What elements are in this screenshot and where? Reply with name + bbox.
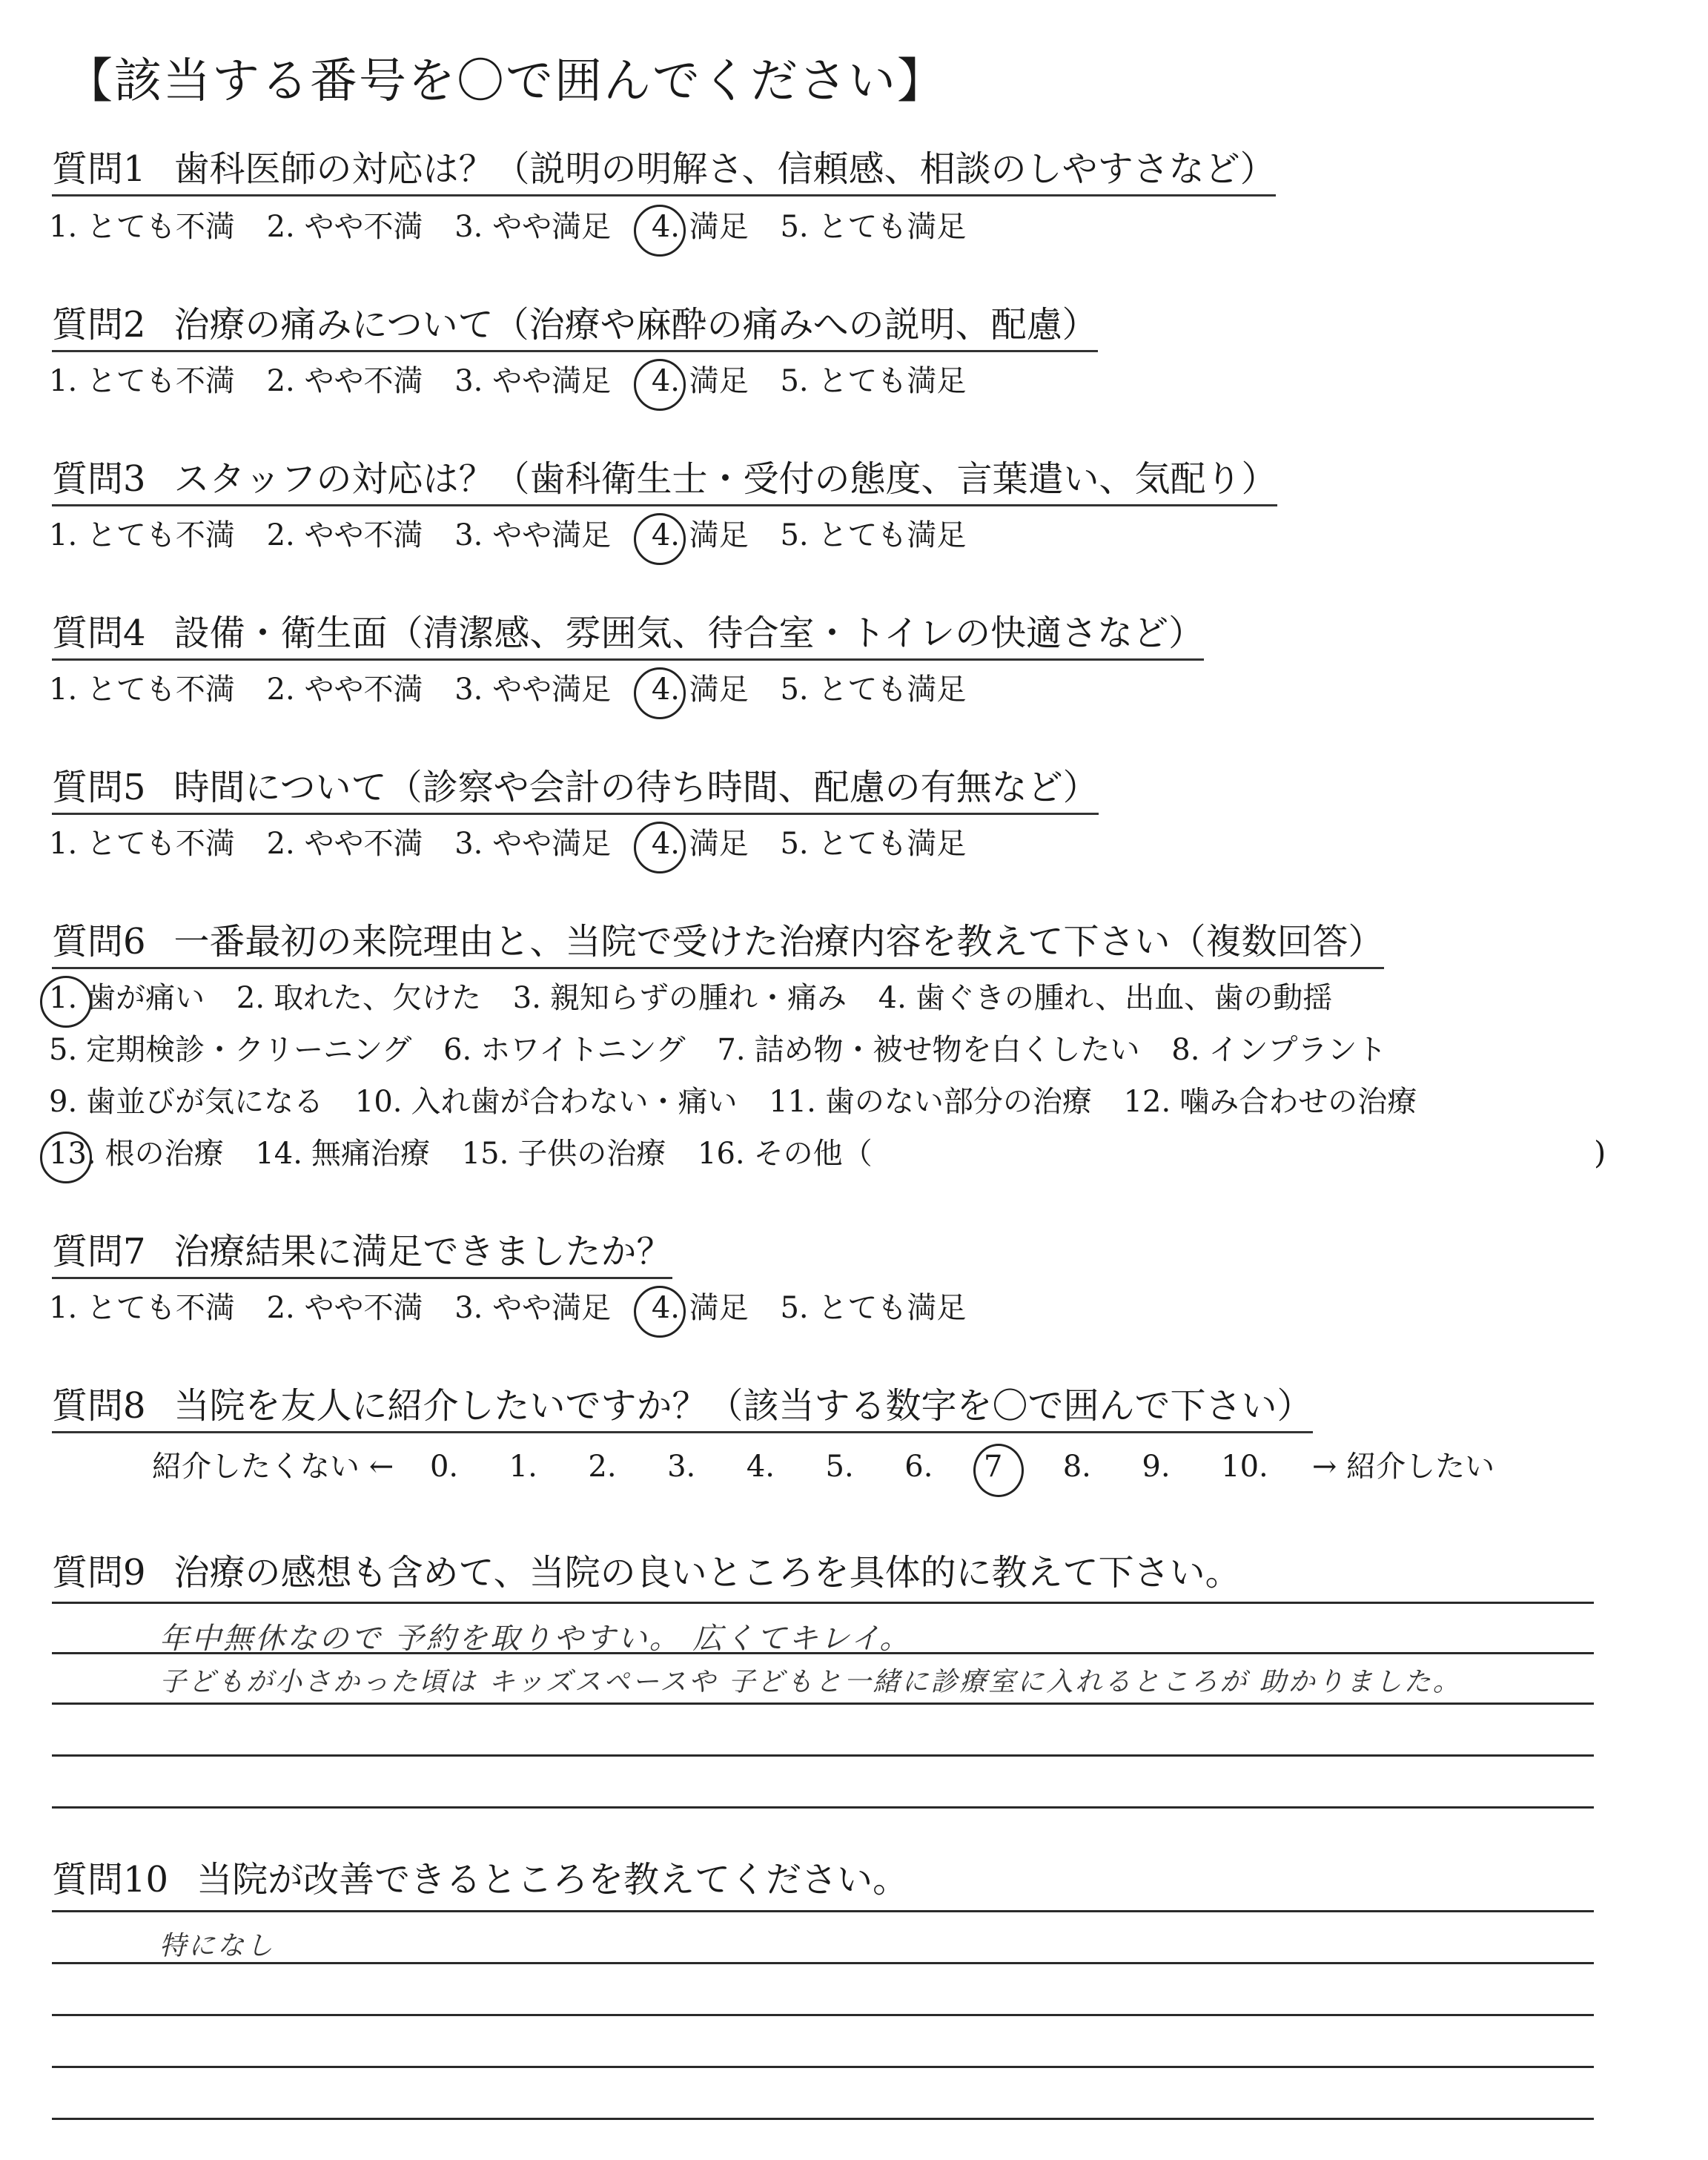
question-5-label: 質問5 bbox=[52, 767, 146, 808]
question-6-text: 一番最初の来院理由と、当院で受けた治療内容を教えて下さい（複数回答） bbox=[173, 921, 1384, 962]
option-6-6[interactable]: 6. ホワイトニング bbox=[443, 1033, 686, 1067]
option-1[interactable]: 1. とても不満 bbox=[49, 210, 235, 244]
form-header: 【該当する番号を〇で囲んでください】 bbox=[65, 54, 946, 109]
question-8-scale bbox=[152, 1443, 1494, 1485]
scale-8[interactable]: 8. bbox=[1062, 1450, 1091, 1484]
option-1[interactable]: 1. とても不満 bbox=[49, 673, 235, 707]
question-2-text: 治療の痛みについて（治療や麻酔の痛みへの説明、配慮） bbox=[173, 304, 1098, 346]
question-7 bbox=[52, 1231, 672, 1279]
answer-line bbox=[52, 1602, 1594, 1604]
question-6 bbox=[52, 921, 1384, 969]
option-6-13-selected[interactable]: 13. 根の治療 bbox=[49, 1137, 224, 1171]
question-8 bbox=[52, 1385, 1313, 1433]
other-paren-close: ) bbox=[1594, 1135, 1606, 1171]
question-10 bbox=[52, 1851, 908, 1902]
q9-answer-line-2[interactable]: 子どもが小さかった頃は キッズスペースや 子どもと一緒に診療室に入れるところが 助かりました。 bbox=[159, 1667, 1462, 1697]
option-6-11[interactable]: 11. 歯のない部分の治療 bbox=[769, 1085, 1092, 1119]
question-1 bbox=[52, 148, 1276, 196]
question-5 bbox=[52, 767, 1099, 815]
question-6-row-4 bbox=[49, 1136, 895, 1172]
scale-9[interactable]: 9. bbox=[1142, 1450, 1171, 1484]
question-3 bbox=[52, 458, 1277, 506]
option-6-16-other[interactable]: 16. その他（ bbox=[698, 1137, 873, 1171]
option-6-3[interactable]: 3. 親知らずの腫れ・痛み bbox=[512, 981, 847, 1015]
scale-5[interactable]: 5. bbox=[825, 1450, 854, 1484]
scale-10[interactable]: 10. bbox=[1221, 1450, 1268, 1484]
option-5[interactable]: 5. とても満足 bbox=[780, 827, 967, 861]
answer-line bbox=[52, 1910, 1594, 1912]
question-6-row-3 bbox=[49, 1084, 1439, 1120]
question-9-label: 質問9 bbox=[52, 1552, 146, 1593]
question-3-text: スタッフの対応は？（歯科衛生士・受付の態度、言葉遣い、気配り） bbox=[173, 458, 1277, 500]
answer-line bbox=[52, 2014, 1594, 2016]
question-4-text: 設備・衛生面（清潔感、雰囲気、待合室・トイレの快適さなど） bbox=[173, 612, 1205, 654]
option-6-4[interactable]: 4. 歯ぐきの腫れ、出血、歯の動揺 bbox=[878, 981, 1333, 1015]
question-8-label: 質問8 bbox=[52, 1385, 146, 1427]
question-2-label: 質問2 bbox=[52, 304, 146, 346]
option-4-selected[interactable]: 4. 満足 bbox=[651, 827, 749, 861]
question-4 bbox=[52, 612, 1204, 661]
question-6-row-2 bbox=[49, 1032, 1409, 1068]
question-1-text: 歯科医師の対応は？（説明の明解さ、信頼感、相談のしやすさなど） bbox=[173, 148, 1276, 190]
question-10-label: 質問10 bbox=[52, 1859, 169, 1900]
question-2 bbox=[52, 304, 1098, 352]
answer-line bbox=[52, 1754, 1594, 1757]
option-1[interactable]: 1. とても不満 bbox=[49, 1291, 235, 1325]
option-6-9[interactable]: 9. 歯並びが気になる bbox=[49, 1085, 324, 1119]
scale-2[interactable]: 2. bbox=[588, 1450, 617, 1484]
answer-line bbox=[52, 1652, 1594, 1654]
scale-3[interactable]: 3. bbox=[667, 1450, 696, 1484]
scale-right-label: → 紹介したい bbox=[1311, 1450, 1495, 1484]
option-3[interactable]: 3. やや満足 bbox=[454, 1291, 612, 1325]
question-4-label: 質問4 bbox=[52, 612, 146, 654]
option-2[interactable]: 2. やや不満 bbox=[266, 210, 423, 244]
option-6-2[interactable]: 2. 取れた、欠けた bbox=[236, 981, 482, 1015]
option-5[interactable]: 5. とても満足 bbox=[780, 210, 967, 244]
option-4-selected[interactable]: 4. 満足 bbox=[651, 364, 749, 398]
answer-line bbox=[52, 1962, 1594, 1964]
option-4-selected[interactable]: 4. 満足 bbox=[651, 1291, 749, 1325]
question-6-label: 質問6 bbox=[52, 921, 146, 962]
question-4-options bbox=[49, 672, 988, 707]
question-3-label: 質問3 bbox=[52, 458, 146, 500]
option-5[interactable]: 5. とても満足 bbox=[780, 364, 967, 398]
answer-line bbox=[52, 1702, 1594, 1705]
question-2-options bbox=[49, 363, 988, 399]
option-3[interactable]: 3. やや満足 bbox=[454, 827, 612, 861]
option-2[interactable]: 2. やや不満 bbox=[266, 518, 423, 552]
question-9-text: 治療の感想も含めて、当院の良いところを具体的に教えて下さい。 bbox=[173, 1552, 1241, 1593]
question-10-text: 当院が改善できるところを教えてください。 bbox=[196, 1859, 909, 1900]
option-5[interactable]: 5. とても満足 bbox=[780, 518, 967, 552]
option-2[interactable]: 2. やや不満 bbox=[266, 1291, 423, 1325]
scale-4[interactable]: 4. bbox=[746, 1450, 775, 1484]
answer-line bbox=[52, 2066, 1594, 2068]
option-6-1-selected[interactable]: 1. 歯が痛い bbox=[49, 981, 205, 1015]
option-6-12[interactable]: 12. 噛み合わせの治療 bbox=[1123, 1085, 1417, 1119]
option-2[interactable]: 2. やや不満 bbox=[266, 827, 423, 861]
q9-answer-line-1[interactable]: 年中無休なので 予約を取りやすい。 広くてキレイ。 bbox=[159, 1622, 912, 1656]
option-3[interactable]: 3. やや満足 bbox=[454, 364, 612, 398]
question-6-row-1 bbox=[49, 980, 1354, 1016]
q10-answer-line-1[interactable]: 特になし bbox=[159, 1931, 276, 1961]
question-7-text: 治療結果に満足できましたか？ bbox=[173, 1231, 672, 1272]
option-6-5[interactable]: 5. 定期検診・クリーニング bbox=[49, 1033, 412, 1067]
question-3-options bbox=[49, 518, 988, 553]
question-1-options bbox=[49, 209, 988, 245]
question-9 bbox=[52, 1544, 1241, 1595]
option-1[interactable]: 1. とても不満 bbox=[49, 827, 235, 861]
option-4-selected[interactable]: 4. 満足 bbox=[651, 518, 749, 552]
option-6-7[interactable]: 7. 詰め物・被せ物を白くしたい bbox=[717, 1033, 1140, 1067]
scale-0[interactable]: 0. bbox=[429, 1450, 459, 1484]
option-6-15[interactable]: 15. 子供の治療 bbox=[461, 1137, 666, 1171]
option-3[interactable]: 3. やや満足 bbox=[454, 210, 612, 244]
option-6-14[interactable]: 14. 無痛治療 bbox=[255, 1137, 430, 1171]
answer-line bbox=[52, 2118, 1594, 2120]
scale-1[interactable]: 1. bbox=[509, 1450, 537, 1484]
question-8-text: 当院を友人に紹介したいですか？（該当する数字を〇で囲んで下さい） bbox=[173, 1385, 1313, 1427]
question-1-label: 質問1 bbox=[52, 148, 146, 190]
scale-7-selected[interactable]: 7 bbox=[984, 1450, 1053, 1484]
option-3[interactable]: 3. やや満足 bbox=[454, 518, 612, 552]
question-7-label: 質問7 bbox=[52, 1231, 146, 1272]
option-6-10[interactable]: 10. 入れ歯が合わない・痛い bbox=[354, 1085, 738, 1119]
answer-line bbox=[52, 1806, 1594, 1809]
scale-6[interactable]: 6. bbox=[904, 1450, 933, 1484]
question-5-options bbox=[49, 826, 988, 862]
scale-left-label: 紹介したくない ← bbox=[152, 1450, 394, 1484]
option-4-selected[interactable]: 4. 満足 bbox=[651, 673, 749, 707]
option-3[interactable]: 3. やや満足 bbox=[454, 673, 612, 707]
option-1[interactable]: 1. とても不満 bbox=[49, 518, 235, 552]
question-7-options bbox=[49, 1290, 988, 1326]
option-4-selected[interactable]: 4. 満足 bbox=[651, 210, 749, 244]
question-5-text: 時間について（診察や会計の待ち時間、配慮の有無など） bbox=[173, 767, 1099, 808]
option-2[interactable]: 2. やや不満 bbox=[266, 364, 423, 398]
option-6-8[interactable]: 8. インプラント bbox=[1171, 1033, 1387, 1067]
option-5[interactable]: 5. とても満足 bbox=[780, 1291, 967, 1325]
option-2[interactable]: 2. やや不満 bbox=[266, 673, 423, 707]
option-5[interactable]: 5. とても満足 bbox=[780, 673, 967, 707]
option-1[interactable]: 1. とても不満 bbox=[49, 364, 235, 398]
